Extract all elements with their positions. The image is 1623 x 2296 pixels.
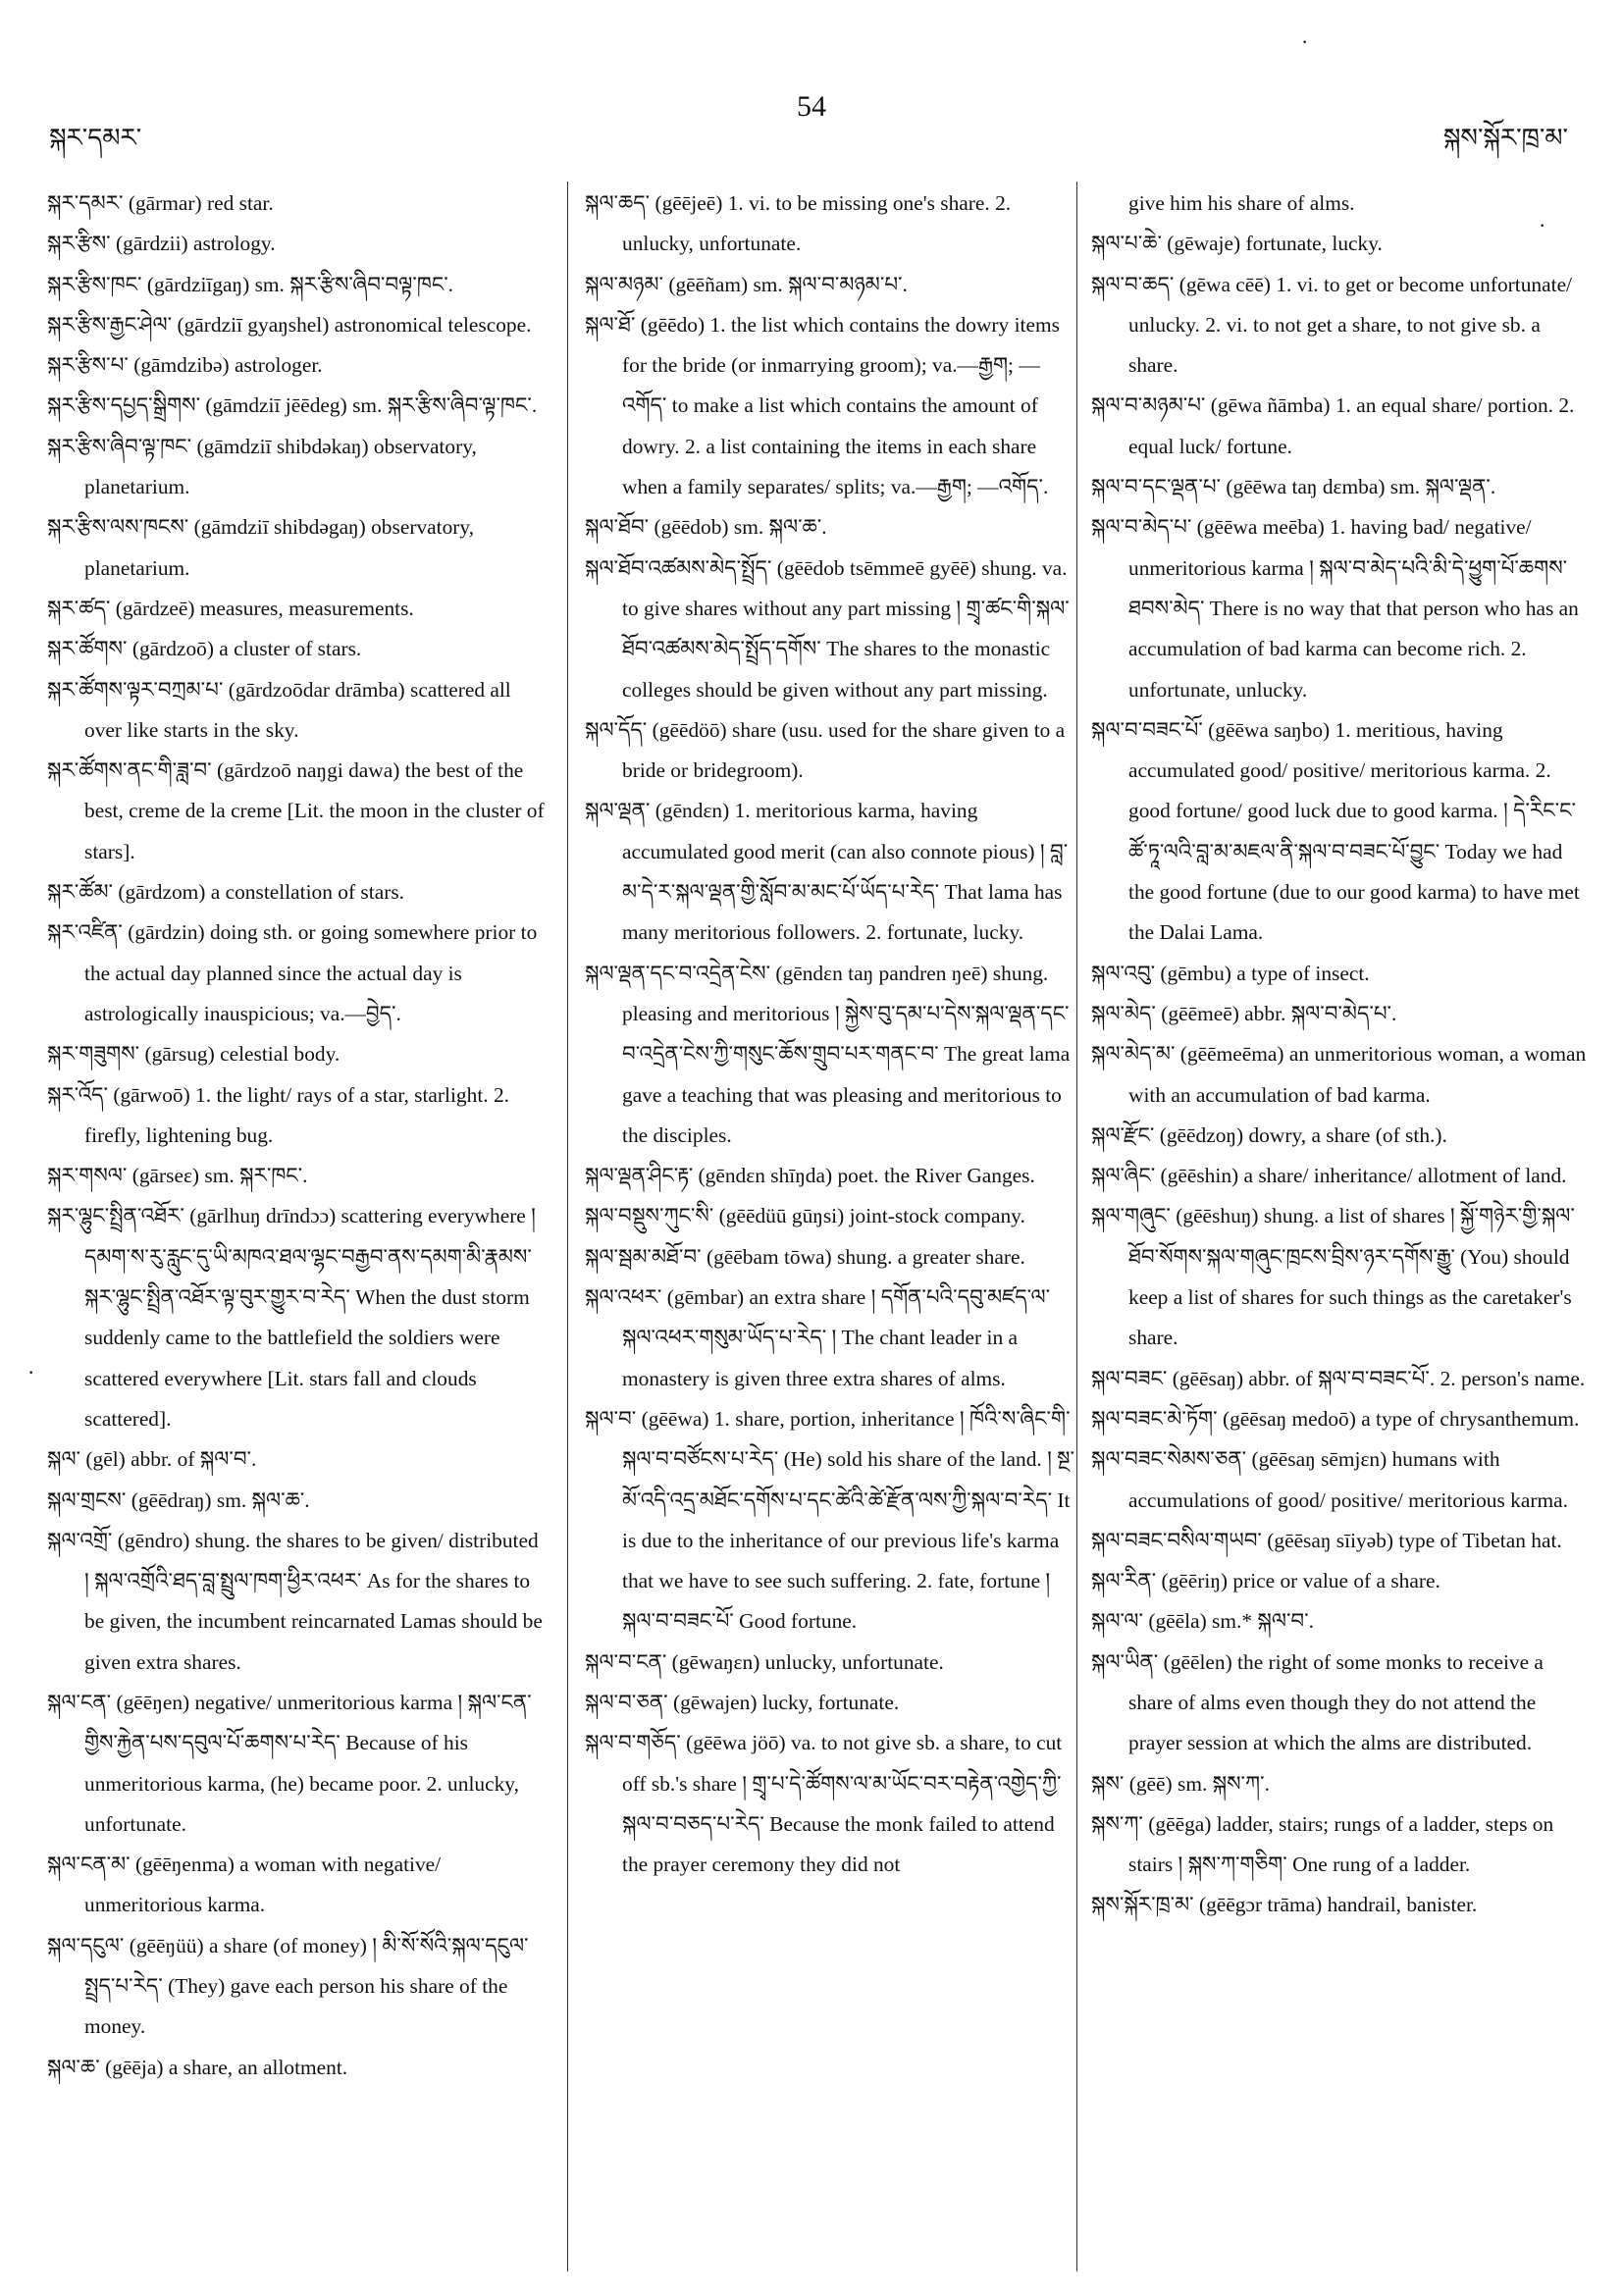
dictionary-entry: སྐལ་འཕར་ (gēmbar) an extra share ། དགོན་པའི་དབུ་མཛད་ལ་སྐལ་འཕར་གསུམ་ཡོད་པ་རེད་ ། The chant leader in a monastery is given three extra shares of alms. (585, 1285, 1051, 1390)
dictionary-entry: སྐལ་ཆ་ (gēēja) a share, an allotment. (47, 2055, 348, 2079)
dictionary-entry: སྐལ་ལྡན་ཤིང་རྟ་ (gēndεn shīŋda) poet. the River Ganges. (585, 1164, 1035, 1188)
dictionary-entry: སྐར་རྩིས་ཞིབ་ལྟ་ཁང་ (gāmdziī shibdəkaŋ) observatory, planetarium. (47, 434, 477, 499)
dictionary-entry: སྐལ་དོད་ (gēēdöō) share (usu. used for the share given to a bride or bridegroom). (585, 717, 1066, 783)
dictionary-entry: སྐར་ཚད་ (gārdzeē) measures, measurements. (47, 596, 414, 620)
dictionary-entry: སྐལ་བ་བཟང་པོ་ (gēēwa saŋbo) 1. meritious, having accumulated good/ positive/ meritorious karma. 2. good fortune/ good luck due to good karma. ། དེ་རིང་ང་ཚོ་ཏཱ་ལའི་བླ་མ་མཇལ་ནི་སྐལ་བ་བཟང་པོ་བྱུང་ Today we had the good fortune (due to our good karma) to have met the Dalai Lama. (1091, 717, 1580, 945)
margin-mark: · (1301, 29, 1309, 54)
dictionary-entry: སྐར་རྩིས་རྒྱང་ཤེལ་ (gārdziī gyaŋshel) astronomical telescope. (47, 312, 532, 337)
dictionary-entry: སྐས་ (gēē) sm. སྐས་ཀ་. (1091, 1771, 1270, 1796)
dictionary-entry: སྐལ་ཞིང་ (gēēshin) a share/ inheritance/ allotment of land. (1091, 1164, 1567, 1188)
dictionary-entry: སྐལ་བཟང་མེ་ཏོག་ (gēēsaŋ medoō) a type of chrysanthemum. (1091, 1406, 1580, 1431)
dictionary-entry: སྐལ་ (gēl) abbr. of སྐལ་བ་. (47, 1447, 257, 1472)
dictionary-entry: སྐལ་བ་དང་ལྡན་པ་ (gēēwa taŋ dεmba) sm. སྐལ་ལྡན་. (1091, 475, 1496, 499)
running-head-right: སྐས་སྐོར་ཁྲ་མ་ (1442, 124, 1568, 152)
dictionary-column-1 (47, 183, 546, 2088)
dictionary-entry: སྐལ་བ་མཉམ་པ་ (gēwa ñāmba) 1. an equal share/ portion. 2. equal luck/ fortune. (1091, 393, 1575, 458)
dictionary-entry: སྐར་ཚོམ་ (gārdzom) a constellation of stars. (47, 880, 404, 905)
dictionary-entry: སྐལ་གཞུང་ (gēēshuŋ) shung. a list of shares ། སྐྱོ་གཉེར་གྱི་སྐལ་ཐོབ་སོགས་སྐལ་གཞུང་ཁྲངས་བྲིས་ཉར་དགོས་རྒྱུ་ (You) should keep a list of shares for such things as the caretaker's share. (1091, 1204, 1575, 1350)
dictionary-entry: སྐལ་བཟང་བསིལ་གཡབ་ (gēēsaŋ sīiyəb) type of Tibetan hat. (1091, 1528, 1562, 1552)
dictionary-entry: སྐལ་བཟང་ (gēēsaŋ) abbr. of སྐལ་བ་བཟང་པོ་. 2. person's name. (1091, 1366, 1586, 1390)
dictionary-entry: སྐལ་བསྡུས་ཀུང་སི་ (gēēdüū gūŋsi) joint-stock company. (585, 1204, 1025, 1228)
dictionary-entry: སྐལ་ཐོ་ (gēēdo) 1. the list which contains the dowry items for the bride (or inmarrying groom); va.—རྒྱག; —འགོད་ to make a list which contains the amount of dowry. 2. a list containing the items in each share when a family separates/ splits; va.—རྒྱག; —འགོད་. (585, 312, 1060, 499)
dictionary-entry: སྐལ་སྦམ་མཐོ་བ་ (gēēbam tōwa) shung. a greater share. (585, 1244, 1025, 1269)
margin-mark: · (1539, 213, 1546, 237)
dictionary-entry: སྐར་རྩིས་ལས་ཁངས་ (gāmdziī shibdəgaŋ) observatory, planetarium. (47, 515, 475, 580)
dictionary-entry: སྐས་སྐོར་ཁྲ་མ་ (gēēgɔr trāma) handrail, banister. (1091, 1893, 1478, 1917)
dictionary-entry: སྐལ་ཡིན་ (gēēlen) the right of some monks to receive a share of alms even though they do not attend the prayer session at which the alms are distributed. (1091, 1649, 1544, 1755)
dictionary-entry: སྐར་རྩིས་ (gārdzii) astrology. (47, 232, 276, 256)
column-divider (567, 182, 568, 2271)
dictionary-column-3 (1091, 183, 1590, 1926)
dictionary-entry: སྐལ་ངན་མ་ (gēēŋenma) a woman with negative/ unmeritorious karma. (47, 1852, 442, 1917)
page-number: 54 (797, 90, 826, 123)
dictionary-entry: སྐར་གསལ་ (gārseε) sm. སྐར་ཁང་. (47, 1164, 308, 1188)
dictionary-entry: སྐལ་གྲངས་ (gēēdraŋ) sm. སྐལ་ཆ་. (47, 1487, 310, 1512)
dictionary-entry: སྐལ་བ་ཆད་ (gēwa cēē) 1. vi. to get or become unfortunate/ unlucky. 2. vi. to not get a share, to not give sb. a share. (1091, 272, 1573, 378)
dictionary-entry: སྐལ་འགྲོ་ (gēndro) shung. the shares to be given/ distributed ། སྐལ་འགྲོའི་ཐད་བླ་སྤྲུལ་ཁག་ཕྱིར་འཕར་ As for the shares to be given, the incumbent reincarnated Lamas should be given extra shares. (47, 1528, 543, 1674)
running-head-left: སྐར་དམར་ (49, 124, 142, 152)
dictionary-column-2 (585, 183, 1083, 1885)
dictionary-entry: སྐར་འཛིན་ (gārdzin) doing sth. or going somewhere prior to the actual day planned since the actual day is astrologically inauspicious; va.—བྱེད་. (47, 920, 538, 1025)
dictionary-entry: སྐལ་ངན་ (gēēŋen) negative/ unmeritorious karma ། སྐལ་ངན་གྱིས་རྐྱེན་པས་དབུལ་པོ་ཆགས་པ་རེད་ Because of his unmeritorious karma, (he) became poor. 2. unlucky, unfortunate. (47, 1690, 532, 1836)
dictionary-entry: སྐལ་ཐོབ་ (gēēdob) sm. སྐལ་ཆ་. (585, 515, 827, 540)
dictionary-entry: སྐལ་ཐོབ་འཚམས་མེད་སྤྲོད་ (gēēdob tsēmmeē gyēē) shung. va. to give shares without any part missing ། གྲྭ་ཚང་གི་སྐལ་ཐོབ་འཚམས་མེད་སྤྲོད་དགོས་ The shares to the monastic colleges should be given without any part missing. (585, 555, 1070, 702)
dictionary-entry: སྐལ་རྫོང་ (gēēdzoŋ) dowry, a share (of sth.). (1091, 1122, 1447, 1147)
dictionary-entry: སྐར་རྩིས་ཁང་ (gārdziīgaŋ) sm. སྐར་རྩིས་ཞིབ་བལྟ་ཁང་. (47, 272, 454, 296)
dictionary-entry: སྐལ་ཆད་ (gēējeē) 1. vi. to be missing one's share. 2. unlucky, unfortunate. (585, 191, 1012, 256)
dictionary-entry: སྐལ་བ་ (gēēwa) 1. share, portion, inheritance ། ཁོའི་ས་ཞིང་གི་སྐལ་བ་བཙོངས་པ་རེད་ (He) sold his share of the land. ། སྔ་མོ་འདི་འདྲ་མཐོང་དགོས་པ་དང་ཚེའི་ཚེ་རྫོན་ལས་ཀྱི་སྐལ་བ་རེད་ It is due to the inheritance of our previous life's karma that we have to see such suffering. 2. fate, fortune ། སྐལ་བ་བཟང་པོ་ Good fortune. (585, 1406, 1075, 1634)
dictionary-entry: སྐར་ཚོགས་ (gārdzoō) a cluster of stars. (47, 637, 362, 661)
dictionary-entry: སྐར་རྩིས་པ་ (gāmdzibə) astrologer. (47, 353, 323, 378)
dictionary-entry: སྐར་འོད་ (gārwoō) 1. the light/ rays of a star, starlight. 2. firefly, lightening bug. (47, 1082, 510, 1147)
dictionary-entry: སྐལ་ལ་ (gēēla) sm.* སྐལ་བ་. (1091, 1609, 1314, 1634)
page-header (0, 0, 1623, 157)
dictionary-entry: སྐལ་མཉམ་ (gēēñam) sm. སྐལ་བ་མཉམ་པ་. (585, 272, 908, 296)
entry-continuation: give him his share of alms. (1128, 191, 1355, 215)
dictionary-entry: སྐར་དམར་ (gārmar) red star. (47, 191, 274, 215)
dictionary-entry: སྐར་གཟུགས་ (gārsug) celestial body. (47, 1042, 340, 1067)
dictionary-entry: སྐལ་ལྡན་ (gēndεn) 1. meritorious karma, having accumulated good merit (can also connote pious) ། བླ་མ་དེ་ར་སྐལ་ལྡན་གྱི་སློབ་མ་མང་པོ་ཡོད་པ་རེད་ That lama has many meritorious followers. 2. fortunate, lucky. (585, 799, 1069, 945)
dictionary-entry: སྐལ་པ་ཆེ་ (gēwaje) fortunate, lucky. (1091, 232, 1383, 256)
dictionary-entry: སྐལ་མེད་ (gēēmeē) abbr. སྐལ་བ་མེད་པ་. (1091, 1001, 1397, 1025)
dictionary-entry: སྐལ་དངུལ་ (gēēŋüü) a share (of money) ། མི་སོ་སོའི་སྐལ་དངུལ་སྤྲད་པ་རེད་ (They) gave each person his share of the money. (47, 1933, 529, 2039)
dictionary-entry: སྐལ་ལྡན་དང་བ་འདྲེན་ངེས་ (gēndεn taŋ pandren ŋeē) shung. pleasing and meritorious ། སྐྱེས་བུ་དམ་པ་དེས་སྐལ་ལྡན་དང་བ་འདྲེན་ངེས་ཀྱི་གསུང་ཆོས་གྲུབ་པར་གནང་བ་ The great lama gave a teaching that was pleasing and meritorious to the disciples. (585, 961, 1071, 1147)
dictionary-entry: སྐལ་བ་མེད་པ་ (gēēwa meēba) 1. having bad/ negative/ unmeritorious karma ། སྐལ་བ་མེད་པའི་མི་དེ་ཕྱུག་པོ་ཆགས་ཐབས་མེད་ There is no way that that person who has an accumulation of bad karma can become rich. 2. unfortunate, unlucky. (1091, 515, 1579, 702)
dictionary-entry: སྐལ་བཟང་སེམས་ཅན་ (gēēsaŋ sēmjεn) humans with accumulations of good/ positive/ meritorious karma. (1091, 1447, 1568, 1512)
dictionary-entry: སྐལ་བ་གཅོད་ (gēēwa jöō) va. to not give sb. a share, to cut off sb.'s share ། གྲྭ་པ་དེ་ཚོགས་ལ་མ་ཡོང་བར་བརྟེན་འགྱེད་ཀྱི་སྐལ་བ་བཅད་པ་རེད་ Because the monk failed to attend the prayer ceremony they did not (585, 1731, 1063, 1877)
dictionary-entry: སྐལ་བ་ཅན་ (gēwajen) lucky, fortunate. (585, 1690, 900, 1714)
dictionary-entry: སྐལ་འབུ་ (gēmbu) a type of insect. (1091, 961, 1370, 985)
dictionary-entry: སྐར་ལྷུང་སྤྲིན་འཐོར་ (gārlhuŋ drīndɔɔ) scattering everywhere ། དམག་ས་རུ་རླུང་དུ་ཡི་མཁའ་ཐལ་ལྷང་བརྒྱབ་ནས་དམག་མི་རྣམས་སྐར་ལྷུང་སྤྲིན་འཐོར་ལྟ་བུར་གྱུར་བ་རེད་ When the dust storm suddenly came to the battlefield the soldiers were scattered everywhere [Lit. stars fall and clouds scattered]. (47, 1204, 536, 1431)
dictionary-entry: སྐལ་མེད་མ་ (gēēmeēma) an unmeritorious woman, a woman with an accumulation of bad karma. (1091, 1042, 1587, 1107)
dictionary-entry: སྐལ་རིན་ (gēēriŋ) price or value of a share. (1091, 1569, 1440, 1593)
dictionary-entry: སྐས་ཀ་ (gēēga) ladder, stairs; rungs of a ladder, steps on stairs ། སྐས་ཀ་གཅིག་ One rung of a ladder. (1091, 1811, 1554, 1877)
dictionary-entry: སྐར་རྩིས་དཔྱད་སྒྲིགས་ (gāmdziī jēēdeg) sm. སྐར་རྩིས་ཞིབ་ལྟ་ཁང་. (47, 393, 538, 418)
margin-mark: · (27, 1360, 35, 1384)
dictionary-entry: སྐལ་བ་ངན་ (gēwaŋεn) unlucky, unfortunate. (585, 1649, 944, 1674)
dictionary-entry: སྐར་ཚོགས་ལྟར་བཀྲམ་པ་ (gārdzoōdar drāmba) scattered all over like starts in the sky. (47, 677, 511, 742)
dictionary-entry: སྐར་ཚོགས་ནང་གི་ཟླ་བ་ (gārdzoō naŋgi dawa) the best of the best, creme de la creme [Lit. the moon in the cluster of stars]. (47, 758, 545, 863)
